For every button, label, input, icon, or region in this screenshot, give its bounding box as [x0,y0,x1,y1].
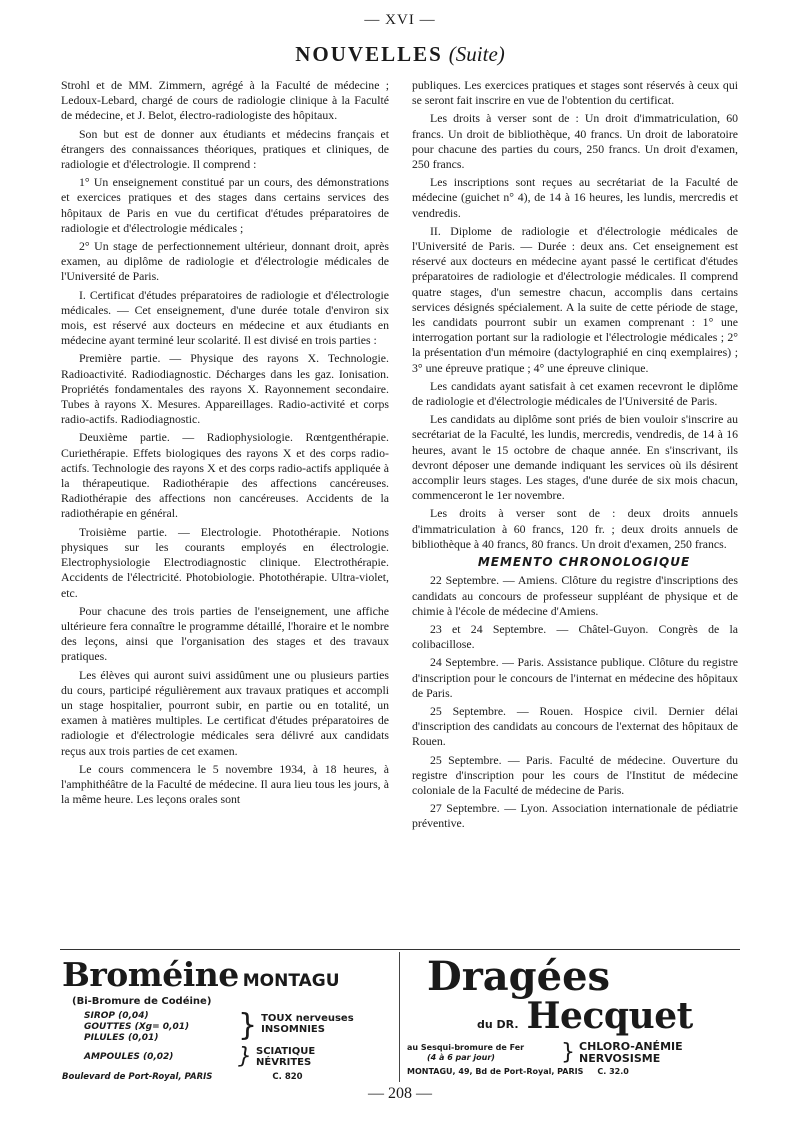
ad-formula-block [407,1043,557,1063]
ad-address: Boulevard de Port-Royal, PARIS [62,1072,213,1082]
roman-page-number: — XVI — [364,12,436,28]
ad-code: C. 820 [272,1072,303,1082]
ad-form: GOUTTES (Xg= 0,01) [84,1022,190,1032]
ad-details-row [407,1041,737,1065]
left-column [61,78,389,810]
ad-form: SIROP (0,04) [84,1011,149,1021]
ad-divider [399,952,400,1082]
ad-separator-rule [60,949,740,950]
hecquet-advertisement [407,955,737,1080]
ad-brand-hecquet: Hecquet [526,995,693,1037]
paragraph: Deuxième partie. — Radiophysiologie. Rœntgenthérapie. Curiethérapie. Effets biologiques des rayons X et des corps radio-actifs. Technologie des rayons X et des corps radio-actifs appliquée à la thérapeutique. Radiothérapie des affections cancéreuses. Radiothérapie des affections non cancéreuses. Accidents de la radiothérapie en général. [61,430,389,521]
paragraph: Les droits à verser sont de : deux droits annuels d'immatriculation à 60 francs, 120 fr. ; deux droits annuels de bibliothèque à 40 francs, 80 francs. Un droit d'examen, 250 francs. [412,506,738,551]
memento-section [412,555,738,831]
paragraph: Les élèves qui auront suivi assidûment une ou plusieurs parties du cours, participé régulièrement aux travaux pratiques et accompli un stage hospitalier, pourront subir, en partie ou en totalité, un examen à matières multiples. Le certificat d'études préparatoires de radiologie et d'électrologie médicales sera délivré aux candidats reçus aux trois parties de cet examen. [61,667,389,758]
memento-entry: 23 et 24 Septembre. — Châtel-Guyon. Congrès de la colibacillose. [412,621,738,652]
memento-entry: 25 Septembre. — Rouen. Hospice civil. Dernier délai d'inscription des candidats au concours de l'externat des hôpitaux de Rouen. [412,703,738,749]
ad-indication: NERVOSISME [579,1052,661,1065]
section-subtitle: (Suite) [448,42,505,66]
ad-indication: CHLORO-ANÉMIE [579,1040,683,1053]
page-number: — 208 — [368,1085,432,1102]
ad-indications [261,1011,354,1044]
paragraph: Troisième partie. — Electrologie. Photothérapie. Notions physiques sur les courants employés en électrologie. Electrophysiologie Electrodiagnostic clinique. Electrothérapie. Accidents de l'électricité. Photobiologie. Photothérapie. Ultra-violet, etc. [61,524,389,600]
paragraph: publiques. Les exercices pratiques et stages sont réservés à ceux qui se seront fait inscrire en vue de l'obtention du certificat. [412,78,738,108]
ad-brand-dragees: Dragées [427,953,611,1000]
paragraph: 1° Un enseignement constitué par un cours, des démonstrations et exercices pratiques et des stages dans certains services des hôpitaux de Paris en vue du certificat d'études préparatoires de radiologie et d'électrologie médicales ; [61,175,389,235]
ad-indication: TOUX nerveuses [261,1013,354,1024]
ad-forms-row [62,1008,392,1044]
paragraph: Le cours commencera le 5 novembre 1934, à 18 heures, à l'amphithéâtre de la Faculté de médecine. Il aura lieu tous les jours, à la même heure. Les leçons orales sont [61,761,389,807]
section-header [0,42,800,67]
ad-brand-row [407,995,737,1037]
ad-brand-bromeine: Broméine [62,955,239,994]
ad-indication: INSOMNIES [261,1024,325,1035]
ad-address: MONTAGU, 49, Bd de Port-Royal, PARIS [407,1067,584,1076]
ad-ampoules-row [84,1046,392,1068]
memento-title: MEMENTO CHRONOLOGIQUE [477,555,691,570]
paragraph: Première partie. — Physique des rayons X. Technologie. Radioactivité. Radiodiagnostic. Décharges dans les gaz. Ionisation. Propriétés fondamentales des rayons X. Rayonnement secondaire. Tubes à rayons X. Mesures. Appareillages. Radio-activité et corps radio-actifs. Radiodiagnostic. [61,351,389,427]
ad-code: C. 32.0 [597,1067,629,1076]
paragraph: I. Certificat d'études préparatoires de radiologie et d'électrologie médicales. — Cet enseignement, d'une durée totale d'environ six mois, est réservé aux docteurs en médecine et aux étudiants en médecine ayant terminé leur scolarité. Il est divisé en trois parties : [61,287,389,348]
ad-address-row [407,1067,737,1076]
memento-entry: 24 Septembre. — Paris. Assistance publique. Clôture du registre d'inscription pour le concours de l'internat en médecine des hôpitaux de Paris. [412,655,738,700]
ad-indications-2 [256,1046,315,1068]
brace-glyph: } [561,1040,575,1065]
ad-formula: au Sesqui-bromure de Fer [407,1043,525,1052]
ad-dose: (4 à 6 par jour) [427,1053,495,1062]
ad-form: PILULES (0,01) [84,1033,159,1043]
paragraph: Strohl et de MM. Zimmern, agrégé à la Faculté de médecine ; Ledoux-Lebard, chargé de cours de radiologie clinique à la Faculté de médecine, et J. Belot, électro-radiologiste des hôpitaux. [61,78,389,123]
ad-forms-list [84,1011,234,1044]
section-title: NOUVELLES [295,42,443,66]
paragraph: Les inscriptions sont reçues au secrétariat de la Faculté de médecine (guichet n° 4), de 14 à 16 heures, les lundis, mercredis et vendredis. [412,175,738,220]
ad-indication: SCIATIQUE [256,1046,316,1057]
ad-prefix: du DR. [477,1018,519,1031]
brace-glyph: } [238,1008,258,1043]
paragraph: 2° Un stage de perfectionnement ultérieur, donnant droit, après examen, au diplôme de radiologie et d'électrologie médicales de l'Université de Paris. [61,239,389,284]
right-column [412,78,738,835]
paragraph: Les droits à verser sont de : Un droit d'immatriculation, 60 francs. Un droit de bibliothèque, 40 francs. Un droit de laboratoire pour chacune des parties du cours, 250 francs. Un droit d'examen, 250 francs. [412,111,738,172]
ad-ampoules: AMPOULES (0,02) [84,1052,174,1062]
paragraph: Son but est de donner aux étudiants et médecins français et étrangers des connaissances théoriques, pratiques et cliniques, de radiologie et d'électrologie. Il comprend : [61,126,389,172]
paragraph: II. Diplome de radiologie et d'électrologie médicales de l'Université de Paris. — Durée : deux ans. Cet enseignement est réservé aux docteurs en médecine ayant passé le certificat d'études préparatoires de radiologie et d'électrologie médicales. Il comprend quatre stages, d'un semestre chacun, accomplis dans certains services désignés spécialement. A la suite de cette période de stage, les candidats pourront subir un examen comprenant : 1° une interrogation portant sur la radiologie et l'électrologie médicales ; 2° la présentation d'un mémoire (dactylographié en cinq exemplaires) ; 3° une épreuve pratique ; 4° une épreuve clinique. [412,223,738,375]
bromeine-advertisement [62,955,392,1080]
ad-maker: MONTAGU [242,971,340,991]
ad-address-row [62,1072,392,1082]
paragraph: Les candidats ayant satisfait à cet examen recevront le diplôme de radiologie et d'électrologie médicales de l'Université de Paris. [412,378,738,409]
paragraph: Les candidats au diplôme sont priés de bien vouloir s'inscrire au secrétariat de la Faculté, les lundis, mercredis, vendredis, de 14 à 16 heures, avant le 15 octobre de chaque année. En s'inscrivant, ils devront déposer une demande indiquant les services où ils désirent accomplir leurs stages. Les stages, d'une durée de six mois chacun, commenceront le 1er novembre. [412,412,738,503]
ad-indications [579,1041,683,1065]
memento-entry: 27 Septembre. — Lyon. Association internationale de pédiatrie préventive. [412,801,738,831]
ad-subtitle: (Bi-Bromure de Codéine) [72,996,212,1007]
memento-entry: 25 Septembre. — Paris. Faculté de médecine. Ouverture du registre d'inscription pour les cours de l'Institut de médecine coloniale de la Faculté de médecine de Paris. [412,752,738,797]
brace-glyph: } [238,1044,252,1069]
ad-indication: NÉVRITES [256,1057,312,1068]
memento-entry: 22 Septembre. — Amiens. Clôture du registre d'inscriptions des candidats au concours de professeur suppléant de physique et de chimie à l'école de médecine d'Amiens. [412,573,738,618]
paragraph: Pour chacune des trois parties de l'enseignement, une affiche ultérieure fera connaître le programme détaillé, l'horaire et le nombre des leçons, ainsi que l'organisation des stages et des travaux pratiques. [61,603,389,664]
